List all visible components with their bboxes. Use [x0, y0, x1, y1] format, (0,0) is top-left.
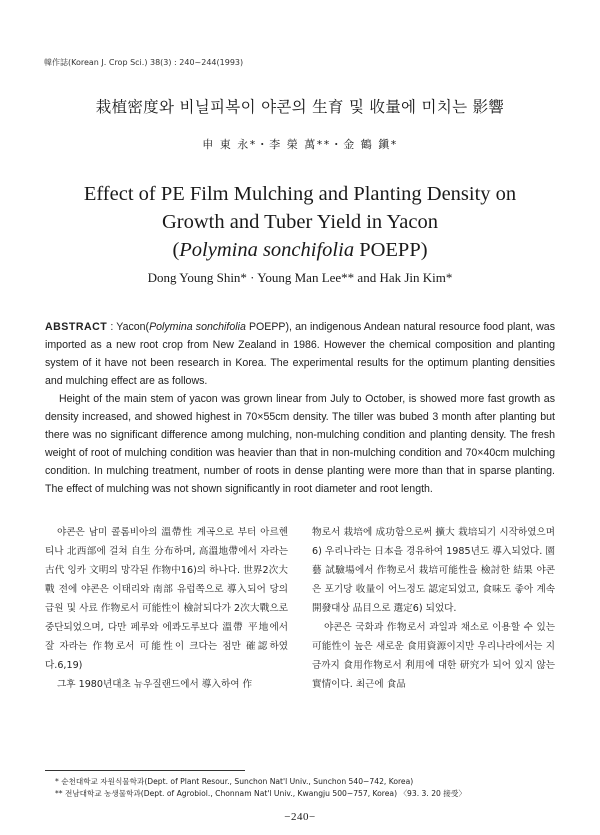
body-paragraph: 그후 1980년대초 뉴우질랜드에서 導入하여 作	[57, 679, 253, 690]
abstract-text: : Yacon(	[107, 321, 150, 333]
abstract-text: POEPP), an indigenous Andean natural resource food plant, was imported as a new root crop from New Zealand in 1986. However the chemical composition and planting system of it have not been research in Korea. The experimental results for the optimum planting densities and mulching effect are as follows.	[45, 321, 555, 387]
abstract-heading: ABSTRACT	[45, 321, 108, 333]
footnote-affiliation-1: * 순천대학교 자원식물학과(Dept. of Plant Resour., Sunchon Nat'l Univ., Sunchon 540−742, Korea)	[55, 777, 414, 786]
right-column	[312, 523, 555, 788]
body-paragraph: 야콘은 남미 콜롬비아의 溫帶性 계곡으로 부터 아르헨티나 北西部에 걸쳐 自生 分布하며, 高溫地帶에서 자라는 古代 잉카 文明의 망각된 作物中16)의 하나다. 世界2次大戰 전에 야콘은 이태리와 南部 유럽쪽으로 導入되어 당의 급원 및 사료 作物로서 可能性이 檢討되다가 2次大戰으로 중단되었으며, 다만 페루와 에콰도루보다 溫帶 平地에서 잘 자라는 作物로서 可能性이 크다는 점만 確認하였다.6,19)	[45, 527, 288, 671]
title-authority: POEPP)	[354, 239, 428, 261]
abstract-paragraph-1	[45, 318, 555, 390]
left-column	[45, 523, 288, 788]
abstract-paragraph-2: Height of the main stem of yacon was grown linear from July to October, is showed more fast growth as density increased, and showed highest in 70×55cm density. The tiller was bubed 3 month after planting but there was no significant difference among mulching, non-mulching condition and planting density. The fresh weight of root of mulching condition was heavier than that in non-mulching condition and 70×40cm mulching condition. In mulching treatment, number of roots in dense planting were more than that in sparse planting. The effect of mulching was not shown significantly in root diameter and root length.	[45, 393, 555, 495]
english-title	[0, 180, 600, 264]
title-line-3	[0, 236, 600, 264]
korean-title: 栽植密度와 비닐피복이 야콘의 生育 및 收量에 미치는 影響	[95, 98, 505, 116]
footnote-divider	[45, 770, 245, 771]
body-paragraph: 物로서 栽培에 成功함으로써 擴大 栽培되기 시작하였으며6) 우리나라는 日本을 경유하여 1985년도 導入되었다. 園藝 試驗場에서 作物로서 栽培可能性을 檢討한 結果 야콘은 포기당 收量이 어느정도 認定되었고, 食味도 좋아 계속 開發대상 品目으로 選定6) 되었다.	[312, 527, 555, 614]
footnotes	[55, 776, 555, 800]
title-paren: (	[172, 239, 180, 261]
korean-authors: 申 東 永*・李 榮 萬**・金 鶴 鎭*	[202, 138, 398, 151]
body-columns	[45, 523, 555, 788]
title-line-1: Effect of PE Film Mulching and Planting Density on	[83, 183, 517, 205]
title-line-2: Growth and Tuber Yield in Yacon	[162, 211, 438, 233]
english-authors: Dong Young Shin* · Young Man Lee** and Hak Jin Kim*	[147, 270, 453, 285]
title-species: Polymina sonchifolia	[179, 239, 355, 261]
abstract-species: Polymina sonchifolia	[149, 321, 246, 333]
page-number: −240−	[284, 811, 316, 823]
footnote-affiliation-2: ** 전남대학교 농생물학과(Dept. of Agrobiol., Chonnam Nat'l Univ., Kwangju 500−757, Korea) 〈93. 3. 20 接受〉	[55, 789, 467, 798]
abstract	[45, 318, 555, 498]
body-paragraph: 야콘은 국화과 作物로서 과일과 채소로 이용할 수 있는 可能性이 높은 새로운 食用資源이지만 우리나라에서는 지금까지 食用作物로서 利用에 대한 研究가 되어 있지 않는 實情이다. 최근에 食品	[312, 622, 555, 690]
journal-reference: 韓作誌(Korean J. Crop Sci.) 38(3) : 240~244(1993)	[44, 58, 244, 67]
